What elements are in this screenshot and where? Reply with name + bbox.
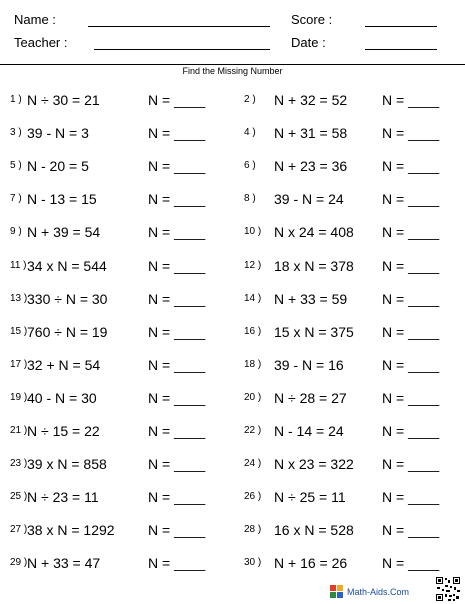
problem-equation: N x 24 = 408 (274, 224, 354, 241)
problem-equation: N ÷ 28 = 27 (274, 389, 347, 406)
problem-number: 11 ) (10, 259, 27, 271)
problem-number: 28 ) (244, 524, 262, 536)
problem-equation: N ÷ 15 = 22 (27, 423, 100, 439)
problem-equation: N + 31 = 58 (274, 125, 348, 142)
problem-number: 3 ) (10, 127, 22, 139)
math-aids-logo-icon (330, 585, 344, 599)
problem-equation: 39 - N = 3 (27, 125, 89, 142)
problem-equation: 18 x N = 378 (274, 257, 354, 274)
answer-blank[interactable]: N = ____ (382, 522, 440, 539)
problem-equation: 34 x N = 544 (27, 257, 107, 274)
problem-equation: 330 ÷ N = 30 (27, 290, 108, 307)
problem-number: 18 ) (244, 358, 262, 370)
score-line[interactable] (365, 26, 437, 27)
problem-equation: 760 ÷ N = 19 (27, 323, 108, 340)
problem-equation: 39 x N = 858 (27, 456, 107, 473)
header-divider (0, 64, 465, 65)
answer-blank[interactable]: N = ____ (148, 191, 206, 208)
problem-equation: 15 x N = 375 (274, 323, 354, 340)
answer-blank[interactable]: N = ____ (148, 158, 206, 175)
problem-number: 14 ) (244, 292, 262, 304)
problem-number: 1 ) (10, 94, 22, 105)
problem-equation: N ÷ 30 = 21 (27, 92, 100, 108)
problem-row (0, 481, 465, 514)
problem-equation: N + 33 = 59 (274, 290, 348, 307)
problem-number: 10 ) (244, 226, 262, 238)
name-label: Name : (14, 12, 56, 27)
problem-number: 15 ) (10, 325, 28, 337)
problem-equation: N + 23 = 36 (274, 158, 348, 175)
problem-row (0, 183, 465, 216)
problem-number: 2 ) (244, 94, 256, 105)
answer-blank[interactable]: N = ____ (382, 92, 440, 108)
answer-blank[interactable]: N = ____ (382, 290, 440, 307)
problem-row (0, 349, 465, 382)
problem-number: 7 ) (10, 193, 22, 205)
problem-equation: N ÷ 25 = 11 (274, 489, 346, 506)
problem-number: 30 ) (244, 557, 262, 569)
answer-blank[interactable]: N = ____ (382, 158, 440, 175)
problem-equation: 16 x N = 528 (274, 522, 354, 539)
problem-number: 25 ) (10, 491, 28, 503)
answer-blank[interactable]: N = ____ (148, 555, 206, 572)
problem-row (0, 382, 465, 415)
problem-number: 8 ) (244, 193, 256, 205)
problem-number: 29 ) (10, 557, 28, 569)
problem-row (0, 514, 465, 547)
problem-number: 24 ) (244, 458, 262, 470)
problem-row (0, 316, 465, 349)
problem-equation: N + 32 = 52 (274, 92, 348, 108)
problem-row (0, 448, 465, 481)
problem-equation: 39 - N = 24 (274, 191, 344, 208)
qr-code-icon (435, 576, 461, 602)
problem-equation: 40 - N = 30 (27, 389, 97, 406)
problem-number: 5 ) (10, 160, 22, 172)
answer-blank[interactable]: N = ____ (148, 423, 206, 439)
answer-blank[interactable]: N = ____ (382, 125, 440, 142)
teacher-line[interactable] (94, 49, 270, 50)
problem-number: 16 ) (244, 325, 262, 337)
problem-row (0, 84, 465, 117)
brand-text: Math-Aids.Com (347, 587, 410, 597)
problem-row (0, 150, 465, 183)
problem-equation: N - 14 = 24 (274, 423, 344, 439)
problem-equation: 38 x N = 1292 (27, 522, 115, 539)
problem-equation: N + 39 = 54 (27, 224, 101, 241)
problem-equation: N ÷ 23 = 11 (27, 489, 99, 506)
answer-blank[interactable]: N = ____ (382, 423, 440, 439)
problem-number: 12 ) (244, 259, 262, 271)
answer-blank[interactable]: N = ____ (382, 356, 440, 373)
score-label: Score : (291, 12, 333, 27)
answer-blank[interactable]: N = ____ (382, 555, 440, 572)
answer-blank[interactable]: N = ____ (148, 257, 206, 274)
answer-blank[interactable]: N = ____ (148, 92, 206, 108)
problem-row (0, 250, 465, 283)
answer-blank[interactable]: N = ____ (382, 456, 440, 473)
problem-number: 21 ) (10, 425, 28, 436)
answer-blank[interactable]: N = ____ (382, 323, 440, 340)
problem-number: 23 ) (10, 458, 28, 470)
problem-equation: N + 16 = 26 (274, 555, 348, 572)
problem-number: 19 ) (10, 391, 28, 403)
footer-brand (330, 583, 409, 601)
problem-number: 4 ) (244, 127, 256, 139)
problem-row (0, 283, 465, 316)
answer-blank[interactable]: N = ____ (382, 389, 440, 406)
answer-blank[interactable]: N = ____ (148, 356, 206, 373)
problem-number: 27 ) (10, 524, 28, 536)
teacher-label: Teacher : (14, 35, 68, 50)
name-line[interactable] (88, 26, 270, 27)
problem-number: 26 ) (244, 491, 262, 503)
problem-number: 22 ) (244, 425, 262, 436)
answer-blank[interactable]: N = ____ (382, 489, 440, 506)
problem-row (0, 117, 465, 150)
answer-blank[interactable]: N = ____ (148, 522, 206, 539)
problem-row (0, 415, 465, 448)
problem-number: 6 ) (244, 160, 256, 172)
problem-equation: N x 23 = 322 (274, 456, 354, 473)
answer-blank[interactable]: N = ____ (148, 323, 206, 340)
problem-equation: N - 20 = 5 (27, 158, 89, 175)
problem-number: 9 ) (10, 226, 22, 238)
answer-blank[interactable]: N = ____ (148, 489, 206, 506)
worksheet-title: Find the Missing Number (182, 66, 283, 76)
answer-blank[interactable]: N = ____ (148, 125, 206, 142)
date-line[interactable] (365, 49, 437, 50)
problem-equation: N + 33 = 47 (27, 555, 101, 572)
answer-blank[interactable]: N = ____ (382, 257, 440, 274)
problem-row (0, 216, 465, 249)
problem-equation: 32 + N = 54 (27, 356, 101, 373)
problem-equation: 39 - N = 16 (274, 356, 344, 373)
answer-blank[interactable]: N = ____ (148, 389, 206, 406)
problem-number: 20 ) (244, 391, 262, 403)
answer-blank[interactable]: N = ____ (148, 456, 206, 473)
answer-blank[interactable]: N = ____ (382, 191, 440, 208)
answer-blank[interactable]: N = ____ (148, 224, 206, 241)
problem-equation: N - 13 = 15 (27, 191, 97, 208)
date-label: Date : (291, 35, 326, 50)
problem-number: 13 ) (10, 292, 28, 304)
problem-number: 17 ) (10, 358, 28, 370)
problem-row (0, 547, 465, 580)
answer-blank[interactable]: N = ____ (382, 224, 440, 241)
answer-blank[interactable]: N = ____ (148, 290, 206, 307)
